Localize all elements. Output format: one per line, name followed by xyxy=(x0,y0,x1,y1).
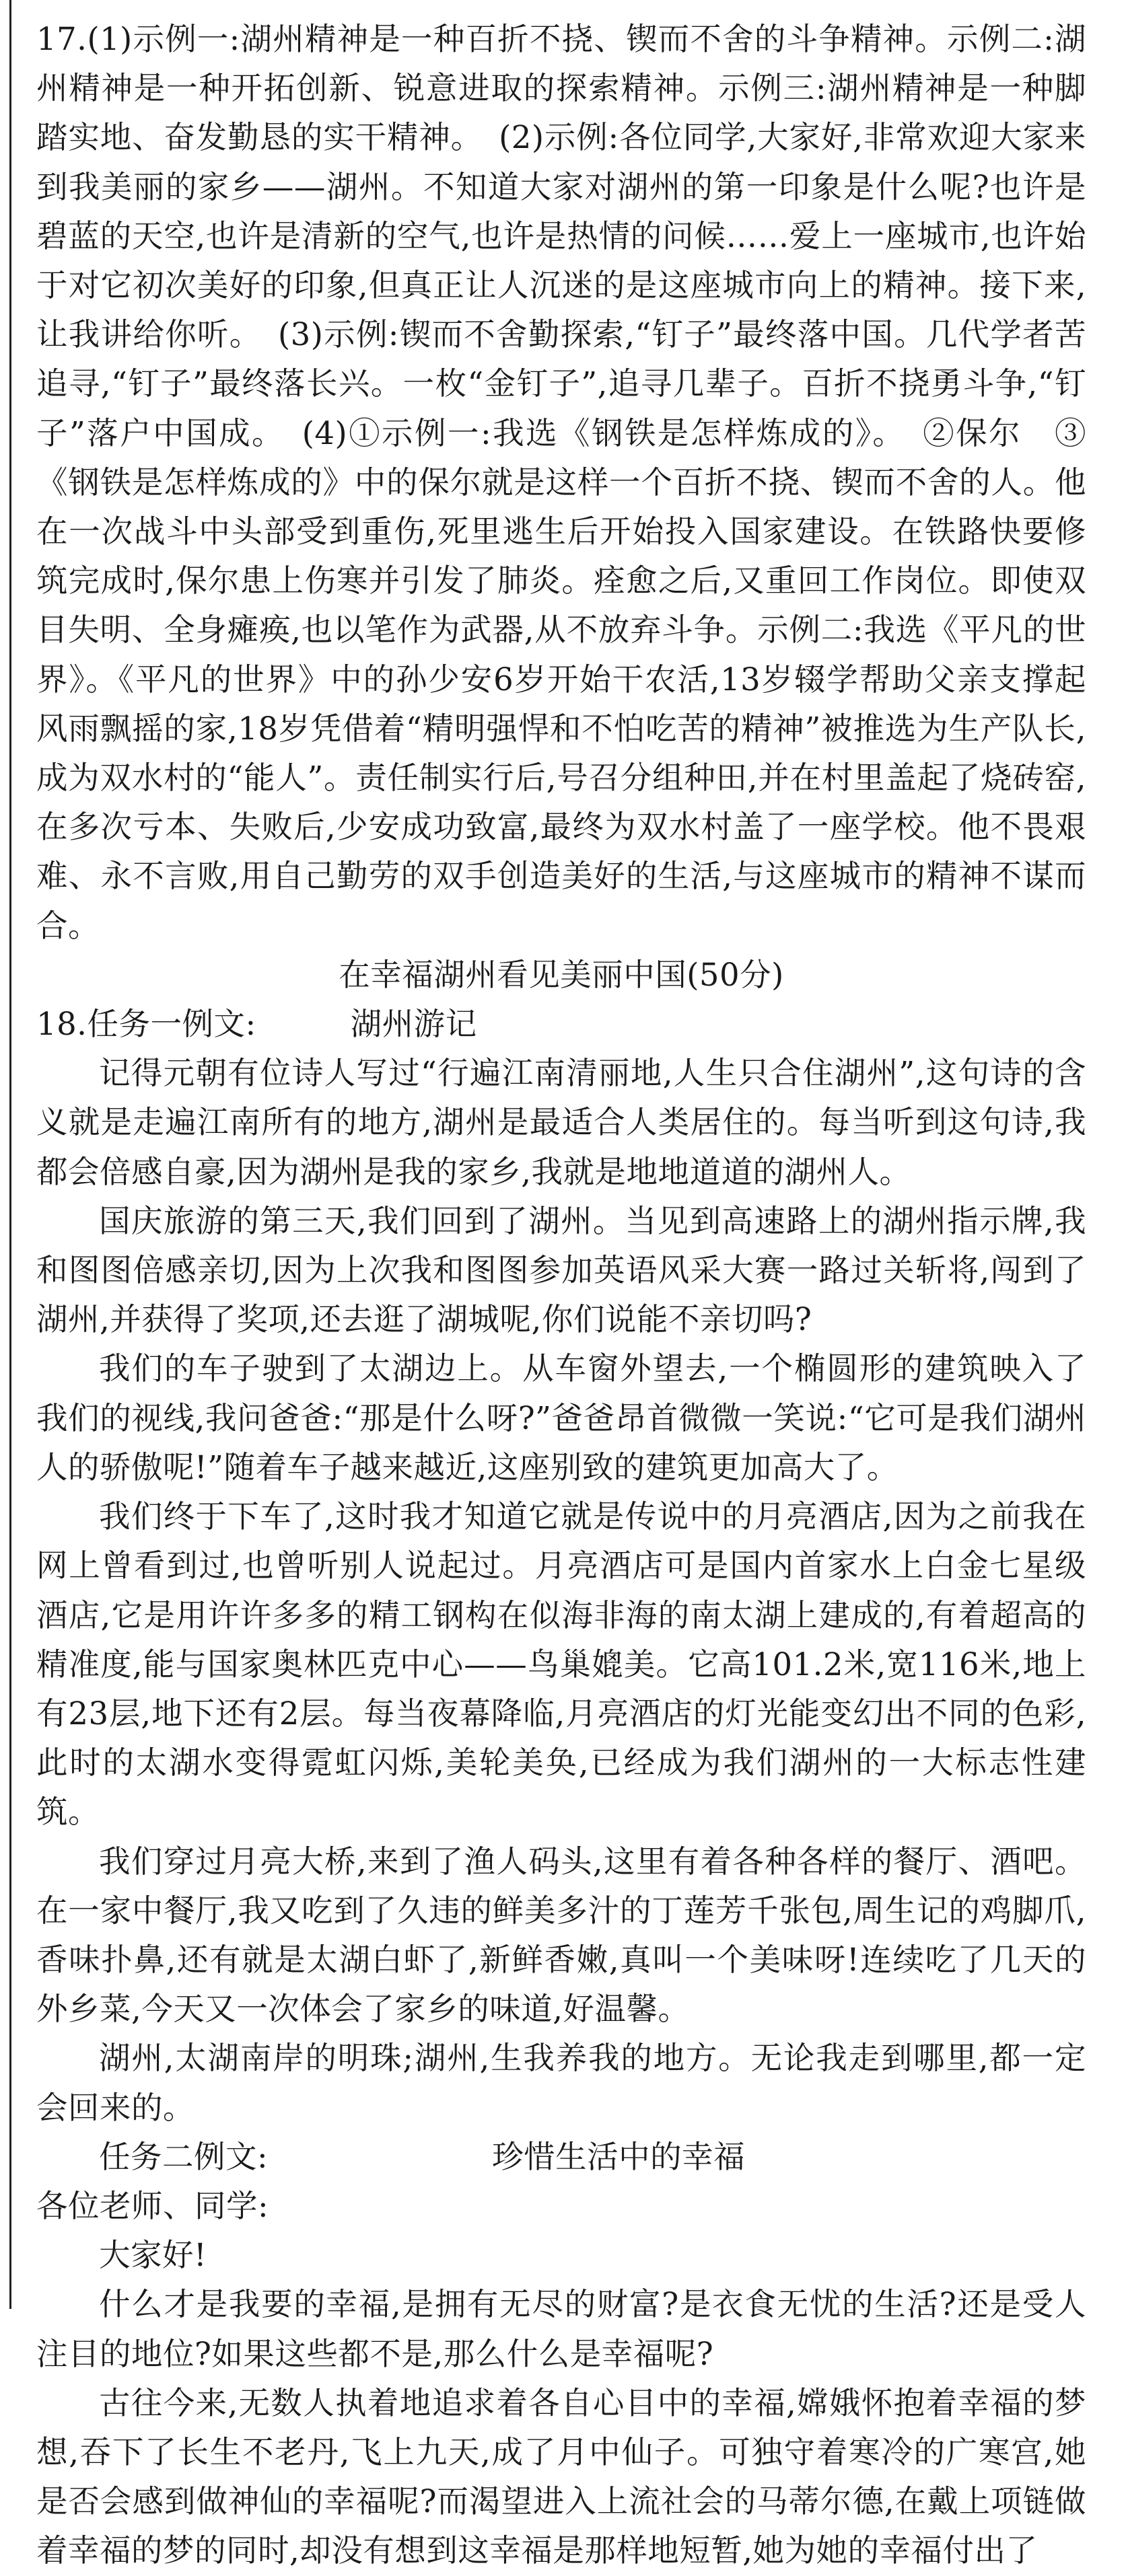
task1-paragraph: 我们的车子驶到了太湖边上。从车窗外望去,一个椭圆形的建筑映入了我们的视线,我问爸爸:“那是什么呀?”爸爸昂首微微一笑说:“它可是我们湖州人的骄傲呢!”随着车子越来越近,这座别致的建筑更加高大了。 xyxy=(36,1350,1086,1485)
question-18-number: 18. xyxy=(36,1006,87,1043)
left-margin-rule xyxy=(9,0,11,2309)
question-18-task1-header xyxy=(36,1000,1086,1049)
task1-essay-title: 湖州游记 xyxy=(350,1006,477,1043)
task1-label: 任务一例文: xyxy=(87,1006,256,1043)
task2-label: 任务二例文: xyxy=(99,2138,269,2175)
question-17 xyxy=(36,15,1086,951)
task1-paragraph: 我们终于下车了,这时我才知道它就是传说中的月亮酒店,因为之前我在网上曾看到过,也曾听别人说起过。月亮酒店可是国内首家水上白金七星级酒店,它是用许许多多的精工钢构在似海非海的南太湖上建成的,有着超高的精准度,能与国家奥林匹克中心——鸟巢媲美。它高101.2米,宽116米,地上有23层,地下还有2层。每当夜幕降临,月亮酒店的灯光能变幻出不同的色彩,此时的太湖水变得霓虹闪烁,美轮美奂,已经成为我们湖州的一大标志性建筑。 xyxy=(36,1498,1086,1831)
task1-paragraph: 国庆旅游的第三天,我们回到了湖州。当见到高速路上的湖州指示牌,我和图图倍感亲切,因为上次我和图图参加英语风采大赛一路过关斩将,闯到了湖州,并获得了奖项,还去逛了湖城呢,你们说能不亲切吗? xyxy=(36,1202,1086,1338)
task2-essay-title: 珍惜生活中的幸福 xyxy=(492,2138,746,2175)
task2-paragraph: 古往今来,无数人执着地追求着各自心目中的幸福,嫦娥怀抱着幸福的梦想,吞下了长生不老丹,飞上九天,成了月中仙子。可独守着寒冷的广寒宫,她是否会感到做神仙的幸福呢?而渴望进入上流社会的马蒂尔德,在戴上项链做着幸福的梦的同时,却没有想到这幸福是那样地短暂,她为她的幸福付出了 xyxy=(36,2384,1086,2569)
question-17-answer: (1)示例一:湖州精神是一种百折不挠、锲而不舍的斗争精神。示例二:湖州精神是一种开拓创新、锐意进取的探索精神。示例三:湖州精神是一种脚踏实地、奋发勤恳的实干精神。 (2)示例:各位同学,大家好,非常欢迎大家来到我美丽的家乡——湖州。不知道大家对湖州的第一印象是什么呢?也许是碧蓝的天空,也许是清新的空气,也许是热情的问候……爱上一座城市,也许始于对它初次美好的印象,但真正让人沉迷的是这座城市向上的精神。接下来,让我讲给你听。 (3)示例:锲而不舍勤探索,“钉子”最终落中国。几代学者苦追寻,“钉子”最终落长兴。一枚“金钉子”,追寻几辈子。百折不挠勇斗争,“钉子”落户中国成。 (4)①示例一:我选《钢铁是怎样炼成的》。 ②保尔 ③《钢铁是怎样炼成的》中的保尔就是这样一个百折不挠、锲而不舍的人。他在一次战斗中头部受到重伤,死里逃生后开始投入国家建设。在铁路快要修筑完成时,保尔患上伤寒并引发了肺炎。痊愈之后,又重回工作岗位。即使双目失明、全身瘫痪,也以笔作为武器,从不放弃斗争。示例二:我选《平凡的世界》。《平凡的世界》中的孙少安6岁开始干农活,13岁辍学帮助父亲支撑起风雨飘摇的家,18岁凭借着“精明强悍和不怕吃苦的精神”被推选为生产队长,成为双水村的“能人”。责任制实行后,号召分组种田,并在村里盖起了烧砖窑,在多次亏本、失败后,少安成功致富,最终为双水村盖了一座学校。他不畏艰难、永不言败,用自己勤劳的双手创造美好的生活,与这座城市的精神不谋而合。 xyxy=(36,21,1086,944)
answer-content xyxy=(36,15,1086,2576)
section-heading: 在幸福湖州看见美丽中国(50分) xyxy=(339,956,784,993)
task2-greeting: 大家好! xyxy=(99,2237,207,2274)
task2-header xyxy=(36,2133,1086,2182)
task1-paragraph: 我们穿过月亮大桥,来到了渔人码头,这里有着各种各样的餐厅、酒吧。在一家中餐厅,我又吃到了久违的鲜美多汁的丁莲芳千张包,周生记的鸡脚爪,香味扑鼻,还有就是太湖白虾了,新鲜香嫩,真叫一个美味呀!连续吃了几天的外乡菜,今天又一次体会了家乡的味道,好温馨。 xyxy=(36,1843,1086,2028)
task1-paragraph: 湖州,太湖南岸的明珠;湖州,生我养我的地方。无论我走到哪里,都一定会回来的。 xyxy=(36,2040,1086,2126)
task2-salutation: 各位老师、同学: xyxy=(36,2187,269,2224)
question-17-number: 17. xyxy=(36,21,87,57)
task1-paragraph: 记得元朝有位诗人写过“行遍江南清丽地,人生只合住湖州”,这句诗的含义就是走遍江南所有的地方,湖州是最适合人类居住的。每当听到这句诗,我都会倍感自豪,因为湖州是我的家乡,我就是地地道道的湖州人。 xyxy=(36,1055,1086,1190)
task2-paragraph: 什么才是我要的幸福,是拥有无尽的财富?是衣食无忧的生活?还是受人注目的地位?如果这些都不是,那么什么是幸福呢? xyxy=(36,2286,1086,2372)
